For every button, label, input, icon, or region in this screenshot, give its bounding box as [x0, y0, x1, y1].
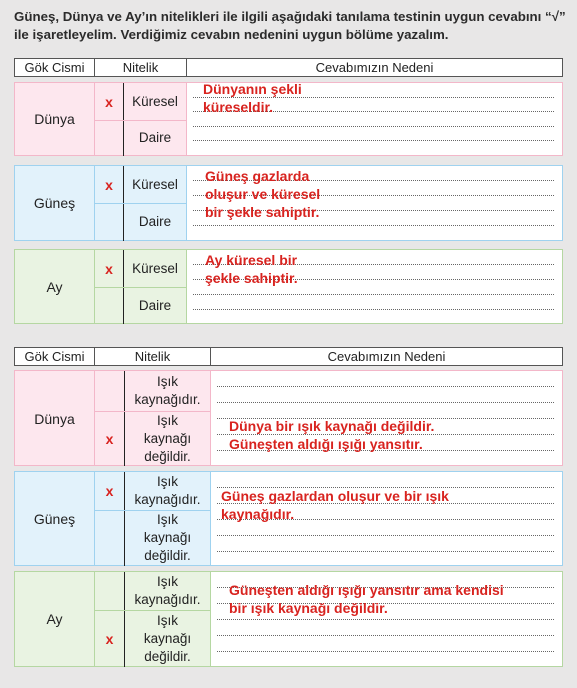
- reason-area[interactable]: [211, 472, 562, 565]
- t1-row-dunya: [14, 82, 563, 156]
- t2-row-gunes: [14, 471, 563, 566]
- reason-area[interactable]: [211, 572, 562, 666]
- body-name: Dünya: [15, 371, 95, 465]
- mark-cell-kaynak[interactable]: [95, 472, 125, 510]
- x-mark: x: [105, 483, 114, 499]
- header-reason: Cevabımızın Nedeni: [315, 60, 434, 75]
- header-property: Nitelik: [95, 59, 187, 76]
- header-reason: Cevabımızın Nedeni: [327, 349, 446, 364]
- prop-daire: Daire: [124, 120, 187, 156]
- header-body: Gök Cismi: [15, 348, 95, 365]
- x-mark: x: [105, 93, 113, 110]
- mark-cell-kuresel[interactable]: [95, 166, 124, 203]
- answer-text: Dünya bir ışık kaynağı değildir. Güneşten aldığı ışığı yansıtır.: [229, 418, 435, 452]
- t1-row-ay: [14, 249, 563, 324]
- table1-header: [14, 58, 563, 77]
- mark-cell-kuresel[interactable]: [95, 250, 124, 287]
- mark-cell-kuresel[interactable]: [95, 83, 124, 120]
- header-body: Gök Cismi: [15, 59, 95, 76]
- prop-kaynak: Işık kaynağıdır.: [125, 472, 211, 510]
- prop-daire: Daire: [124, 203, 187, 241]
- t2-row-dunya: [14, 370, 563, 466]
- mark-cell-degil[interactable]: [95, 411, 125, 466]
- x-mark: x: [105, 260, 113, 277]
- body-name: Güneş: [15, 472, 95, 565]
- mark-cell-kaynak[interactable]: [95, 371, 125, 411]
- table2-header: [14, 347, 563, 366]
- prop-kuresel: Küresel: [124, 166, 187, 203]
- prop-degil: Işık kaynağı değildir.: [125, 411, 211, 466]
- prop-kaynak: Işık kaynağıdır.: [125, 371, 211, 411]
- x-mark: x: [105, 176, 113, 193]
- body-name: Güneş: [15, 166, 95, 240]
- prop-degil: Işık kaynağı değildir.: [125, 610, 211, 667]
- body-name: Dünya: [15, 83, 95, 155]
- reason-area[interactable]: [187, 166, 562, 240]
- answer-text: Güneş gazlardan oluşur ve bir ışık kaynağıdır.: [221, 488, 449, 522]
- reason-area[interactable]: [187, 250, 562, 323]
- body-name: Ay: [15, 572, 95, 666]
- answer-text: Dünyanın şekli küreseldir.: [203, 81, 302, 115]
- mark-cell-daire[interactable]: [95, 120, 124, 156]
- mark-cell-daire[interactable]: [95, 287, 124, 324]
- x-mark: x: [105, 630, 114, 647]
- body-name: Ay: [15, 250, 95, 323]
- x-mark: x: [105, 430, 114, 447]
- mark-cell-daire[interactable]: [95, 203, 124, 241]
- prop-kuresel: Küresel: [124, 250, 187, 287]
- t2-row-ay: [14, 571, 563, 667]
- answer-text: Güneş gazlarda oluşur ve küresel bir şekle sahiptir.: [205, 168, 321, 220]
- mark-cell-kaynak[interactable]: [95, 572, 125, 610]
- mark-cell-degil[interactable]: [95, 610, 125, 667]
- reason-area[interactable]: [187, 83, 562, 155]
- prop-kuresel: Küresel: [124, 83, 187, 120]
- prop-daire: Daire: [124, 287, 187, 324]
- t1-row-gunes: [14, 165, 563, 241]
- header-property: Nitelik: [95, 348, 211, 365]
- answer-text: Güneşten aldığı ışığı yansıtır ama kendisi bir ışık kaynağı değildir.: [229, 582, 504, 616]
- prop-degil: Işık kaynağı değildir.: [125, 510, 211, 566]
- instruction-text: Güneş, Dünya ve Ay’ın nitelikleri ile ilgili aşağıdaki tanılama testinin uygun cevabını “√” ile işaretleyelim. Verdiğimiz cevabın nedenini uygun bölüme yazalım.: [14, 9, 566, 42]
- reason-area[interactable]: [211, 371, 562, 465]
- prop-kaynak: Işık kaynağıdır.: [125, 572, 211, 610]
- mark-cell-degil[interactable]: [95, 510, 125, 566]
- answer-text: Ay küresel bir şekle sahiptir.: [205, 252, 298, 286]
